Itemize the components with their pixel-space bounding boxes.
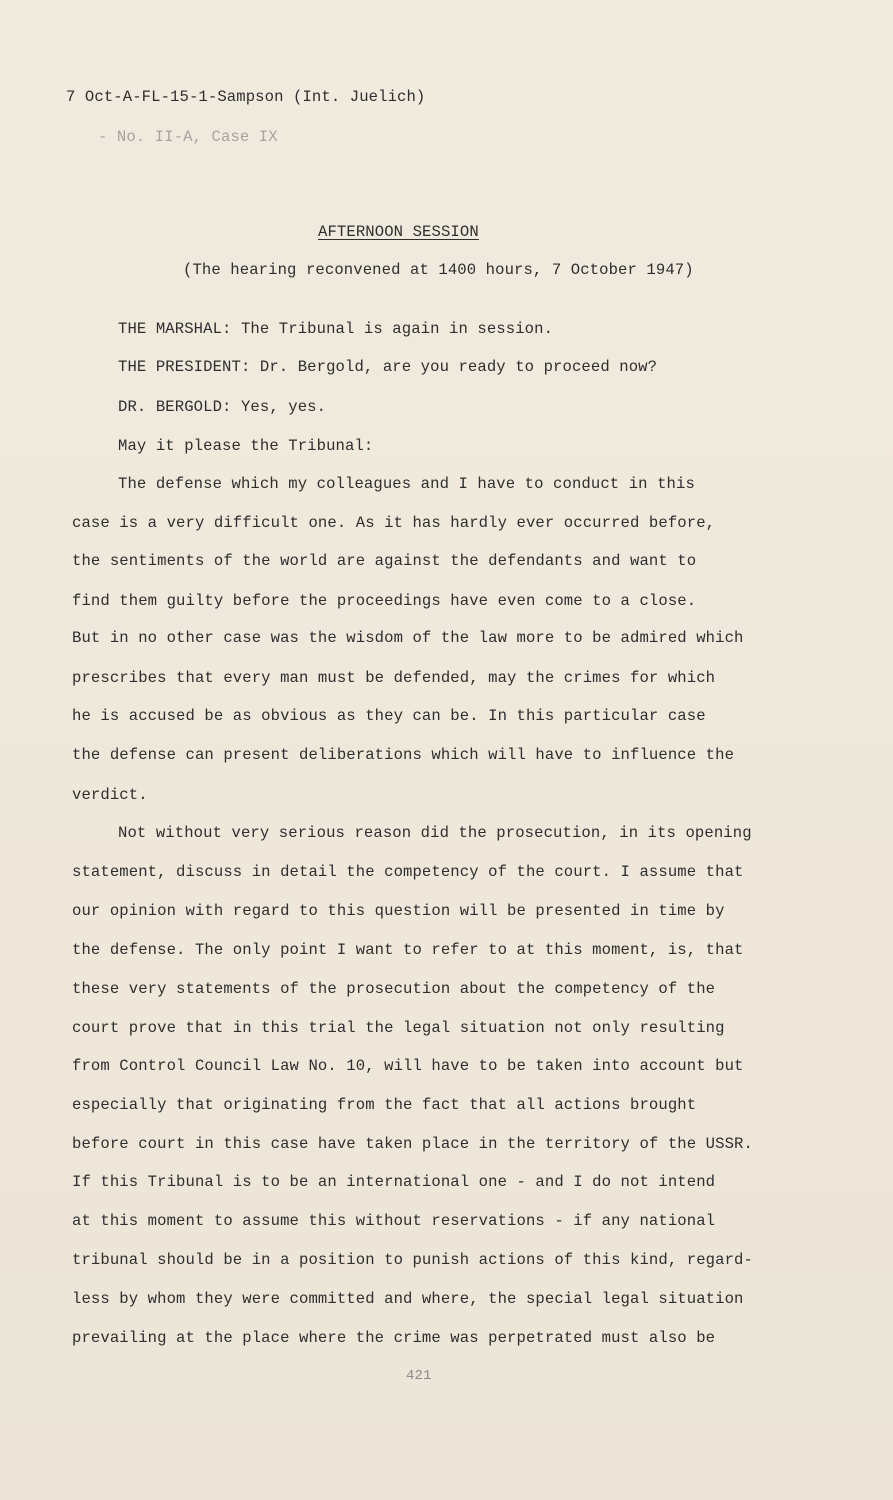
text-line: Not without very serious reason did the prosecution, in its opening [118,824,752,842]
text-line: verdict. [72,786,148,804]
header-case: - No. II-A, Case IX [98,128,278,146]
text-line: especially that originating from the fact that all actions brought [72,1096,697,1114]
text-line: tribunal should be in a position to punish actions of this kind, regard- [72,1251,753,1269]
text-line: the defense. The only point I want to refer to at this moment, is, that [72,941,744,959]
header-reference: 7 Oct-A-FL-15-1-Sampson (Int. Juelich) [66,88,426,106]
text-line: the sentiments of the world are against the defendants and want to [72,552,697,570]
text-line: our opinion with regard to this question will be presented in time by [72,902,725,920]
dialogue-line: May it please the Tribunal: [118,437,374,455]
text-line: court prove that in this trial the legal situation not only resulting [72,1019,725,1037]
text-line: from Control Council Law No. 10, will have to be taken into account but [72,1057,744,1075]
dialogue-line: DR. BERGOLD: Yes, yes. [118,398,327,416]
dialogue-line: THE MARSHAL: The Tribunal is again in session. [118,320,554,338]
text-line: the defense can present deliberations which will have to influence the [72,746,735,764]
text-line: find them guilty before the proceedings have even come to a close. [72,592,697,610]
text-line: But in no other case was the wisdom of the law more to be admired which [72,629,744,647]
text-line: before court in this case have taken place in the territory of the USSR. [72,1135,753,1153]
text-line: prevailing at the place where the crime was perpetrated must also be [72,1329,716,1347]
text-line: If this Tribunal is to be an international one - and I do not intend [72,1173,716,1191]
text-line: prescribes that every man must be defended, may the crimes for which [72,669,716,687]
text-line: less by whom they were committed and where, the special legal situation [72,1290,744,1308]
session-subtitle: (The hearing reconvened at 1400 hours, 7 October 1947) [183,261,694,279]
session-title: AFTERNOON SESSION [318,223,479,241]
text-line: statement, discuss in detail the competency of the court. I assume that [72,863,744,881]
text-line: The defense which my colleagues and I have to conduct in this [118,475,695,493]
text-line: case is a very difficult one. As it has hardly ever occurred before, [72,514,716,532]
text-line: he is accused be as obvious as they can be. In this particular case [72,707,706,725]
page-number: 421 [406,1368,432,1384]
text-line: at this moment to assume this without reservations - if any national [72,1212,716,1230]
text-line: these very statements of the prosecution about the competency of the [72,980,716,998]
dialogue-line: THE PRESIDENT: Dr. Bergold, are you ready to proceed now? [118,358,658,376]
